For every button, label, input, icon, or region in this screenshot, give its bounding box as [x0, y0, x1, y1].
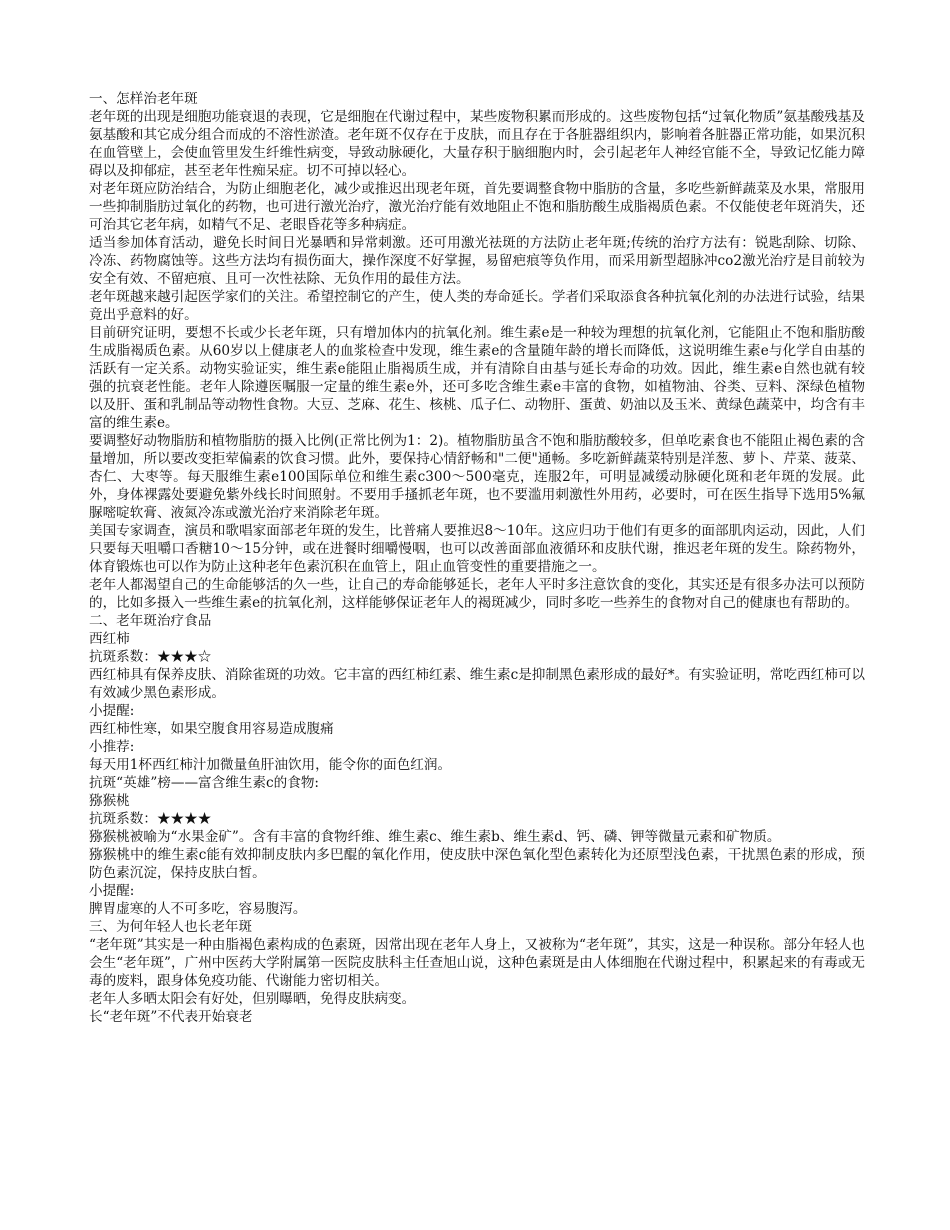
document-body: [89, 90, 865, 1026]
tip-label: 小提醒:: [89, 703, 135, 719]
paragraph: 长“老年斑”不代表开始衰老: [89, 1009, 253, 1025]
section-heading-2: 二、老年斑治疗食品: [89, 613, 212, 629]
paragraph: 猕猴桃被喻为“水果金矿”。含有丰富的食物纤维、维生素c、维生素b、维生素d、钙、磷、钾等微量元素和矿物质。: [89, 829, 781, 845]
rating-tomato: 抗斑系数：★★★☆: [89, 649, 212, 665]
paragraph: 西红柿性寒，如果空腹食用容易造成腹痛: [89, 721, 334, 737]
paragraph: 目前研究证明，要想不长或少长老年斑，只有增加体内的抗氧化剂。维生素e是一种较为理想的抗氧化剂，它能阻止不饱和脂肪酸生成脂褐质色素。从60岁以上健康老人的血浆检查中发现，维生素e的含量随年龄的增长而降低，这说明维生素e与化学自由基的活跃有一定关系。动物实验证实，维生素e能阻止脂褐质生成，并有清除自由基与延长寿命的功效。因此，维生素e自然也就有较强的抗衰老性能。老年人除遵医嘱服一定量的维生素e外，还可多吃含维生素e丰富的食物，如植物油、谷类、豆料、深绿色植物以及肝、蛋和乳制品等动物性食物。大豆、芝麻、花生、核桃、瓜子仁、动物肝、蛋黄、奶油以及玉米、黄绿色蔬菜中，均含有丰富的维生素e。: [89, 325, 865, 431]
paragraph: 对老年斑应防治结合，为防止细胞老化，减少或推迟出现老年斑，首先要调整食物中脂肪的含量，多吃些新鲜蔬菜及水果，常服用一些抑制脂肪过氧化的药物，也可进行激光治疗，激光治疗能有效地阻止不饱和脂肪酸生成脂褐质色素。不仅能使老年斑消失，还可治其它老年病，如精气不足、老眼昏花等多种病症。: [89, 181, 865, 233]
section-heading-1: 一、怎样治老年斑: [89, 91, 198, 107]
paragraph: “老年斑”其实是一种由脂褐色素构成的色素斑，因常出现在老年人身上，又被称为“老年斑”，其实，这是一种误称。部分年轻人也会生“老年斑”，广州中医药大学附属第一医院皮肤科主任查旭山说，这种色素斑是由人体细胞在代谢过程中，积累起来的有毒或无毒的废料，跟身体免疫功能、代谢能力密切相关。: [89, 937, 865, 989]
paragraph: 老年人都渴望自己的生命能够活的久一些，让自己的寿命能够延长，老年人平时多注意饮食的变化，其实还是有很多办法可以预防的，比如多摄入一些维生素e的抗氧化剂，这样能够保证老年人的褐斑减少，同时多吃一些养生的食物对自己的健康也有帮助的。: [89, 577, 865, 611]
paragraph: 西红柿具有保养皮肤、消除雀斑的功效。它丰富的西红柿红素、维生素c是抑制黑色素形成的最好*。有实验证明，常吃西红柿可以有效减少黑色素形成。: [89, 667, 865, 701]
rating-kiwi: 抗斑系数：★★★★: [89, 811, 212, 827]
paragraph: 要调整好动物脂肪和植物脂肪的摄入比例(正常比例为1：2)。植物脂肪虽含不饱和脂肪酸较多，但单吃素食也不能阻止褐色素的含量增加，所以要改变拒荤偏素的饮食习惯。此外，要保持心情舒畅和"二便"通畅。多吃新鲜蔬菜特别是洋葱、萝卜、芹菜、菠菜、杏仁、大枣等。每天服维生素e100国际单位和维生素c300～500毫克，连服2年，可明显减缓动脉硬化斑和老年斑的发展。此外，身体裸露处要避免紫外线长时间照射。不要用手搔抓老年斑，也不要滥用刺激性外用药，必要时，可在医生指导下选用5%氟脲嘧啶软膏、液氮冷冻或激光治疗来消除老年斑。: [89, 433, 865, 521]
paragraph: 老年斑的出现是细胞功能衰退的表现，它是细胞在代谢过程中，某些废物积累而形成的。这些废物包括“过氧化物质”氨基酸残基及氨基酸和其它成分组合而成的不溶性淤渣。老年斑不仅存在于皮肤，而且存在于各脏器组织内，影响着各脏器正常功能，如果沉积在血管壁上，会使血管里发生纤维性病变，导致动脉硬化，大量存积于脑细胞内时，会引起老年人神经官能不全，导致记忆能力障碍以及抑郁症，甚至老年性痴呆症。切不可掉以轻心。: [89, 109, 865, 179]
paragraph: 每天用1杯西红柿汁加微量鱼肝油饮用，能令你的面色红润。: [89, 757, 452, 773]
food-name-kiwi: 猕猴桃: [89, 793, 130, 809]
paragraph: 适当参加体育活动，避免长时间日光暴晒和异常刺激。还可用激光祛斑的方法防止老年斑;传统的治疗方法有：锐匙刮除、切除、冷冻、药物腐蚀等。这些方法均有损伤面大，操作深度不好掌握，易留疤痕等负作用，而采用新型超脉冲co2激光治疗是目前较为安全有效、不留疤痕、且可一次性祛除、无负作用的最佳方法。: [89, 235, 865, 287]
paragraph: 老年人多晒太阳会有好处，但别曝晒，免得皮肤病变。: [89, 991, 416, 1007]
subheading: 抗斑“英雄”榜——富含维生素c的食物:: [89, 775, 319, 791]
recommend-label: 小推荐:: [89, 739, 135, 755]
paragraph: 美国专家调查，演员和歌唱家面部老年斑的发生，比普痛人要推迟8～10年。这应归功于他们有更多的面部肌肉运动，因此，人们只要每天咀嚼口香糖10～15分钟，或在进餐时细嚼慢咽，也可以改善面部血液循环和皮肤代谢，推迟老年斑的发生。除药物外，体育锻炼也可以作为防止这种老年色素沉积在血管上，阻止血管变性的重要措施之一。: [89, 523, 865, 575]
tip-label: 小提醒:: [89, 883, 135, 899]
paragraph: 脾胃虚寒的人不可多吃，容易腹泻。: [89, 901, 307, 917]
paragraph: 老年斑越来越引起医学家们的关注。希望控制它的产生，使人类的寿命延长。学者们采取添食各种抗氧化剂的办法进行试验，结果竟出乎意料的好。: [89, 289, 865, 323]
paragraph: 猕猴桃中的维生素c能有效抑制皮肤内多巴醌的氧化作用，使皮肤中深色氧化型色素转化为还原型浅色素，干扰黑色素的形成，预防色素沉淀，保持皮肤白皙。: [89, 847, 865, 881]
food-name-tomato: 西红柿: [89, 631, 130, 647]
section-heading-3: 三、为何年轻人也长老年斑: [89, 919, 253, 935]
